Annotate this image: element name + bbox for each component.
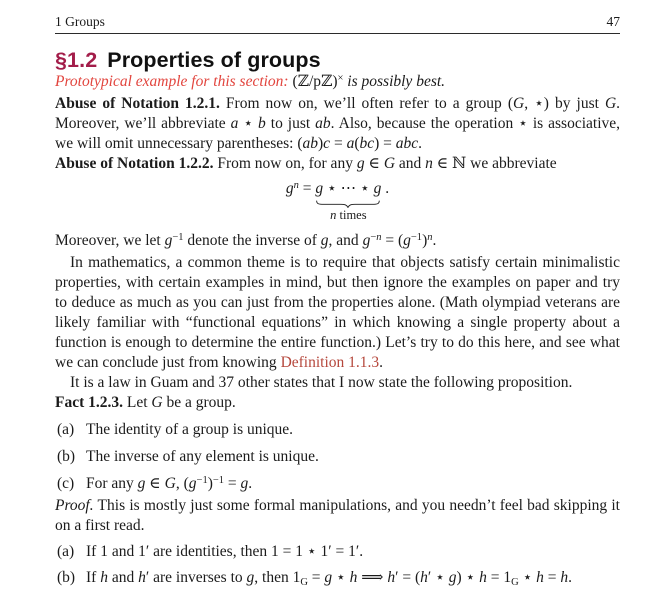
abuse-of-notation-2-body [213, 155, 556, 172]
underbrace-group [315, 179, 382, 222]
text-segment: g [164, 232, 173, 249]
text-segment: to just [265, 115, 316, 132]
text-segment: g [246, 569, 255, 586]
text-segment: ab [315, 115, 331, 132]
equation-tail [381, 180, 389, 197]
text-segment: ′ ⋆ [427, 569, 449, 586]
text-segment: . Moreover, we’ll abbreviate [55, 95, 621, 132]
proof-label: Proof. [55, 497, 94, 514]
text-segment: g [362, 232, 371, 249]
text-segment: ⋆ [332, 569, 350, 586]
text-segment: . [418, 135, 423, 152]
text-segment: , ( [175, 475, 189, 492]
text-segment: From now on, for any [213, 155, 357, 172]
underbrace-icon [316, 200, 380, 208]
fact-item-a [55, 420, 620, 440]
item-text [86, 421, 293, 438]
underbrace-label [330, 208, 366, 222]
text-segment: h [536, 569, 544, 586]
text-segment: ) ⋆ [456, 569, 480, 586]
text-segment: (ℤ/pℤ) [292, 73, 338, 90]
text-segment: ) [318, 135, 324, 152]
text-segment: G [164, 475, 176, 492]
text-segment: = [307, 569, 325, 586]
text-segment: h [349, 569, 358, 586]
text-segment: is possibly best. [343, 73, 446, 90]
fact-label: Fact 1.2.3. [55, 394, 124, 411]
section-number: §1.2 [55, 48, 98, 72]
text-segment: h [138, 569, 146, 586]
text-segment: ∈ [145, 475, 165, 492]
text-segment: −1 [172, 232, 184, 243]
text-segment: g [403, 232, 411, 249]
text-segment: h [479, 569, 487, 586]
text-segment: It is a law in Guam and 37 other states that I now state the following proposition. [70, 374, 573, 391]
text-segment: h [100, 569, 108, 586]
text-segment: ∈ ℕ we abbreviate [432, 155, 557, 172]
text-segment: G [151, 394, 163, 411]
equation-underbraced-expression [315, 180, 381, 197]
text-segment: Prototypical example for this section: [55, 73, 293, 90]
text-segment: ab [302, 135, 318, 152]
text-segment: h [387, 569, 396, 586]
text-segment: g [324, 569, 333, 586]
text-segment: c [323, 135, 331, 152]
text-segment: −1 [196, 475, 208, 486]
text-segment: g [315, 180, 324, 197]
text-segment: Let [123, 394, 152, 411]
text-segment: = ( [381, 232, 404, 249]
text-segment: . Also, because the operation ⋆ is associative, we will omit unnecessary parentheses: ( [55, 115, 621, 152]
text-segment: ( [354, 135, 360, 152]
fact-body [123, 394, 236, 411]
section-title [55, 48, 620, 72]
text-segment: times [336, 208, 367, 222]
text-segment: If 1 and 1′ are identities, then 1 = 1 ⋆ 1′ = 1′. [86, 543, 364, 560]
text-segment: The inverse of any element is unique. [86, 448, 319, 465]
text-segment: g [448, 569, 457, 586]
text-segment: If [86, 569, 101, 586]
text-segment: For any [86, 475, 138, 492]
text-segment: abc [395, 135, 419, 152]
item-text [86, 569, 572, 586]
text-segment: , then 1 [254, 569, 301, 586]
text-segment: −1 [212, 475, 225, 486]
text-segment: . [381, 180, 390, 197]
text-segment: = [330, 135, 347, 152]
item-label: (c) [57, 475, 75, 492]
text-segment: a [346, 135, 355, 152]
fact-1-2-3-paragraph [55, 393, 620, 413]
text-segment: . [379, 354, 384, 371]
header-page-number: 47 [606, 14, 620, 29]
text-segment: g [240, 475, 249, 492]
text-segment: = 1 [486, 569, 512, 586]
text-segment: G [511, 577, 519, 588]
text-segment: Moreover, we let [55, 232, 165, 249]
text-segment: , ⋆) by just [524, 95, 605, 112]
text-segment: g [188, 475, 197, 492]
text-segment: . [248, 475, 253, 492]
text-segment: n [427, 232, 433, 243]
text-segment: ⋆ [518, 569, 537, 586]
text-segment: n [330, 208, 337, 222]
text-segment: ⋆ ⋯ ⋆ [323, 180, 374, 197]
proof-paragraph [55, 496, 620, 536]
proof-item-b [55, 568, 620, 590]
text-segment: b [258, 115, 266, 132]
equation-lhs [286, 180, 316, 197]
item-text [86, 475, 252, 492]
abuse-of-notation-1-paragraph [55, 94, 620, 154]
item-label: (a) [57, 543, 75, 560]
abuse-of-notation-2-label: Abuse of Notation 1.2.2. [55, 155, 214, 172]
text-segment: h [420, 569, 428, 586]
text-segment: −1 [410, 232, 423, 243]
text-segment: a [230, 115, 239, 132]
guam-paragraph [55, 373, 620, 393]
text-segment: ′ are inverses to [145, 569, 247, 586]
item-text [86, 448, 319, 465]
text-segment: From now on, we’ll often refer to a group ( [219, 95, 513, 112]
display-equation [55, 179, 620, 231]
moreover-paragraph [55, 231, 620, 253]
prototypical-example-line [55, 72, 620, 94]
text-segment: − [370, 232, 377, 243]
text-segment: This is mostly just some formal manipulations, and you needn’t feel bad skipping it on a first read. [55, 497, 620, 534]
text-segment: = [543, 569, 561, 586]
item-label: (b) [57, 569, 76, 586]
text-segment: G [513, 95, 525, 112]
text-segment: and [107, 569, 139, 586]
text-segment: = [224, 475, 241, 492]
text-segment: = [298, 180, 316, 197]
running-header [55, 14, 620, 34]
philosophy-paragraph [55, 253, 620, 373]
text-segment: g [356, 155, 365, 172]
text-segment: g [137, 475, 146, 492]
text-segment: denote the inverse of [183, 232, 321, 249]
fact-item-b [55, 447, 620, 467]
item-text [86, 543, 363, 560]
text-segment: G [604, 95, 617, 112]
proof-item-a [55, 542, 620, 562]
text-segment: h [560, 569, 569, 586]
proof-body [55, 497, 620, 534]
text-segment: n [293, 180, 299, 191]
text-segment: n [425, 155, 433, 172]
text-segment: The identity of a group is unique. [86, 421, 294, 438]
item-label: (a) [57, 421, 75, 438]
text-segment: g [373, 180, 382, 197]
text-segment: In mathematics, a common theme is to require that objects satisfy certain minimalistic properties, with certain examples in mind, but then ignore the examples on paper and try to deduce as much as you can just from the properties alone. (Math olympiad veterans are likely familiar with “functional equations” in which knowing a single property about a function is enough to determine the entire function.) Let’s try to do this here, and see what we can conclude just from knowing [55, 254, 620, 371]
header-chapter-title: 1 Groups [55, 14, 105, 29]
text-segment: G [300, 577, 308, 588]
text-segment: × [337, 73, 344, 84]
fact-items-list [55, 420, 620, 496]
text-segment: , and [328, 232, 363, 249]
text-segment: n [376, 232, 382, 243]
item-label: (b) [57, 448, 76, 465]
text-segment: bc [359, 135, 375, 152]
fact-item-c [55, 474, 620, 496]
text-segment: ∈ [364, 155, 384, 172]
text-segment: g [320, 232, 329, 249]
text-segment: ) [207, 475, 213, 492]
abuse-of-notation-1-label: Abuse of Notation 1.2.1. [55, 95, 220, 112]
text-segment: ⟹ [357, 569, 388, 586]
text-segment: ⋆ [238, 115, 259, 132]
text-segment: ) [422, 232, 428, 249]
text-segment: . [432, 232, 437, 249]
text-segment: g [285, 180, 294, 197]
text-segment: ) = [374, 135, 396, 152]
text-segment: . [568, 569, 573, 586]
text-segment: G [383, 155, 396, 172]
section-title-text: Properties of groups [107, 48, 321, 72]
text-segment: ′ = ( [395, 569, 421, 586]
proof-items-list [55, 542, 620, 590]
abuse-of-notation-2-paragraph [55, 154, 620, 174]
text-segment: and [395, 155, 426, 172]
text-segment: be a group. [162, 394, 236, 411]
definition-ref-link[interactable]: Definition 1.1.3 [280, 354, 380, 371]
